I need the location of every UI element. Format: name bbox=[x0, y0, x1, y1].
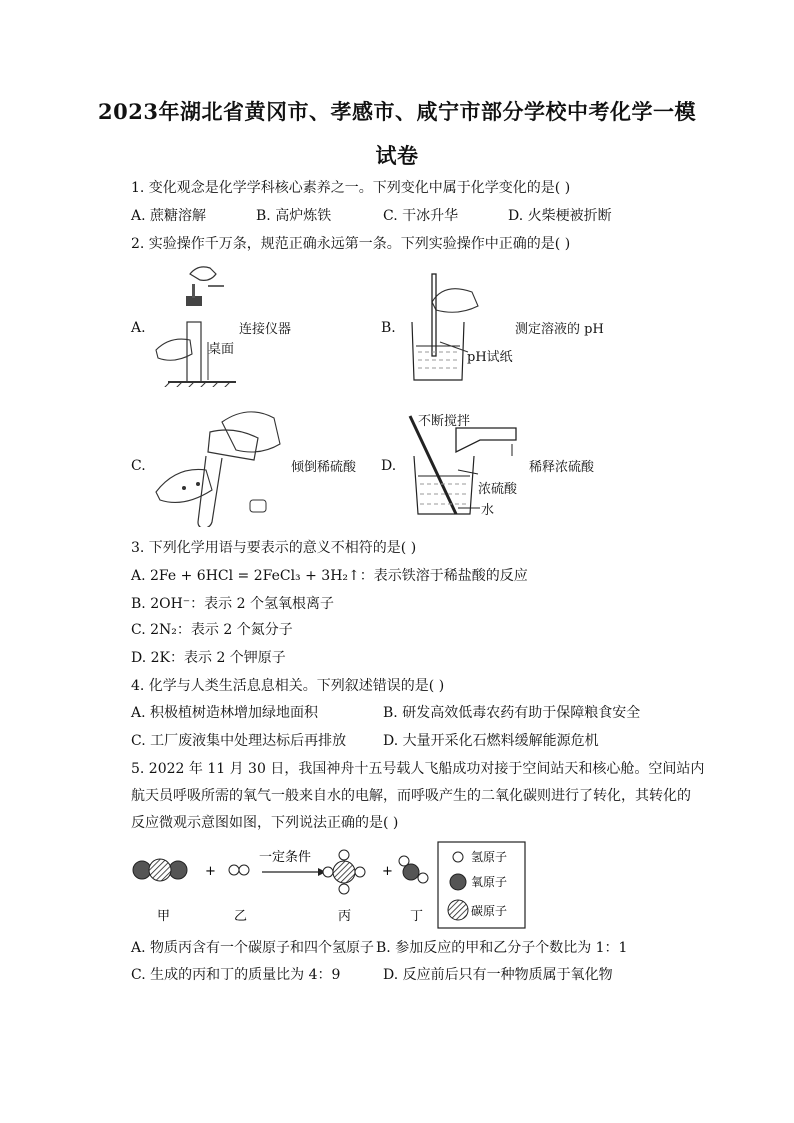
q3-option-c[interactable]: C. 2N₂：表示 2 个氮分子 bbox=[131, 622, 293, 638]
q2-d-water-label: 水 bbox=[481, 503, 495, 518]
molecule-h2 bbox=[229, 865, 249, 875]
q1-option-c[interactable]: C. 干冰升华 bbox=[383, 208, 459, 224]
q5-option-d[interactable]: D. 反应前后只有一种物质属于氧化物 bbox=[383, 967, 613, 983]
q4-option-b[interactable]: B. 研发高效低毒农药有助于保障粮食安全 bbox=[383, 705, 641, 721]
molecule-h2o bbox=[399, 856, 428, 883]
q5-option-b[interactable]: B. 参加反应的甲和乙分子个数比为 1：1 bbox=[376, 940, 628, 956]
label-bing: 丙 bbox=[338, 909, 352, 924]
legend-carbon: 碳原子 bbox=[471, 904, 508, 918]
q5-stem-line1: 5. 2022 年 11 月 30 日，我国神舟十五号载人飞船成功对接于空间站天和核心舱。空间站内 bbox=[131, 761, 705, 777]
plus-sign-2: + bbox=[382, 864, 393, 879]
q2-option-c-letter[interactable]: C. bbox=[131, 458, 146, 474]
q4-option-a[interactable]: A. 积极植树造林增加绿地面积 bbox=[131, 705, 319, 721]
q1-option-d[interactable]: D. 火柴梗被折断 bbox=[508, 208, 612, 224]
q4-option-d[interactable]: D. 大量开采化石燃料缓解能源危机 bbox=[383, 733, 599, 749]
page-title-line2: 试卷 bbox=[375, 143, 419, 168]
reaction-condition: 一定条件 bbox=[259, 850, 312, 865]
legend-carbon-icon bbox=[448, 900, 468, 920]
q2-option-d-letter[interactable]: D. bbox=[381, 458, 397, 474]
q1-option-a[interactable]: A. 蔗糖溶解 bbox=[131, 208, 207, 224]
q3-option-b[interactable]: B. 2OH⁻：表示 2 个氢氧根离子 bbox=[131, 596, 334, 612]
reaction-micro-diagram bbox=[128, 840, 528, 930]
q2-stem: 2. 实验操作千万条，规范正确永远第一条。下列实验操作中正确的是( ) bbox=[131, 236, 571, 252]
q3-option-a[interactable]: A. 2Fe + 6HCl = 2FeCl₃ + 3H₂↑：表示铁溶于稀盐酸的反应 bbox=[131, 568, 528, 584]
q3-stem: 3. 下列化学用语与要表示的意义不相符的是( ) bbox=[131, 540, 417, 556]
ph-test-illustration bbox=[402, 266, 512, 386]
q5-stem-line2: 航天员呼吸所需的氧气一般来自水的电解，而呼吸产生的二氧化碳则进行了转化，其转化的 bbox=[131, 788, 691, 804]
legend-hydrogen-icon bbox=[453, 852, 463, 862]
q2-option-a-caption: 连接仪器 bbox=[239, 322, 292, 337]
q2-d-stir-label: 不断搅拌 bbox=[418, 414, 471, 429]
q5-option-c[interactable]: C. 生成的丙和丁的质量比为 4：9 bbox=[131, 967, 341, 983]
plus-sign-1: + bbox=[205, 864, 216, 879]
q2-option-a-letter[interactable]: A. bbox=[131, 320, 146, 336]
label-yi: 乙 bbox=[234, 909, 248, 924]
q2-d-acid-label: 浓硫酸 bbox=[478, 482, 518, 497]
molecule-co2 bbox=[133, 859, 187, 881]
legend-hydrogen: 氢原子 bbox=[471, 850, 508, 864]
q3-option-d[interactable]: D. 2K：表示 2 个钾原子 bbox=[131, 650, 286, 666]
q2-b-ph-paper-label: pH试纸 bbox=[467, 350, 513, 365]
legend-oxygen-icon bbox=[450, 874, 466, 890]
legend-oxygen: 氧原子 bbox=[471, 875, 508, 889]
q5-option-a[interactable]: A. 物质丙含有一个碳原子和四个氢原子 bbox=[131, 940, 375, 956]
connect-apparatus-illustration bbox=[150, 262, 240, 387]
q2-option-b-letter[interactable]: B. bbox=[381, 320, 396, 336]
q2-a-desk-label: 桌面 bbox=[208, 342, 235, 357]
page-title: 2023年湖北省黄冈市、孝感市、咸宁市部分学校中考化学一模 bbox=[98, 99, 696, 124]
q4-option-c[interactable]: C. 工厂废液集中处理达标后再排放 bbox=[131, 733, 347, 749]
pour-acid-illustration bbox=[150, 402, 290, 527]
q4-stem: 4. 化学与人类生活息息相关。下列叙述错误的是( ) bbox=[131, 678, 445, 694]
q5-stem-line3: 反应微观示意图如图，下列说法正确的是( ) bbox=[131, 815, 399, 831]
molecule-ch4 bbox=[323, 850, 365, 894]
q1-stem: 1. 变化观念是化学学科核心素养之一。下列变化中属于化学变化的是( ) bbox=[131, 180, 571, 196]
q2-option-d-caption: 稀释浓硫酸 bbox=[529, 460, 595, 475]
label-ding: 丁 bbox=[410, 909, 424, 924]
q2-option-c-caption: 倾倒稀硫酸 bbox=[291, 460, 357, 475]
label-jia: 甲 bbox=[157, 909, 171, 924]
q2-option-b-caption: 测定溶液的 pH bbox=[515, 322, 604, 337]
q1-option-b[interactable]: B. 高炉炼铁 bbox=[256, 208, 332, 224]
